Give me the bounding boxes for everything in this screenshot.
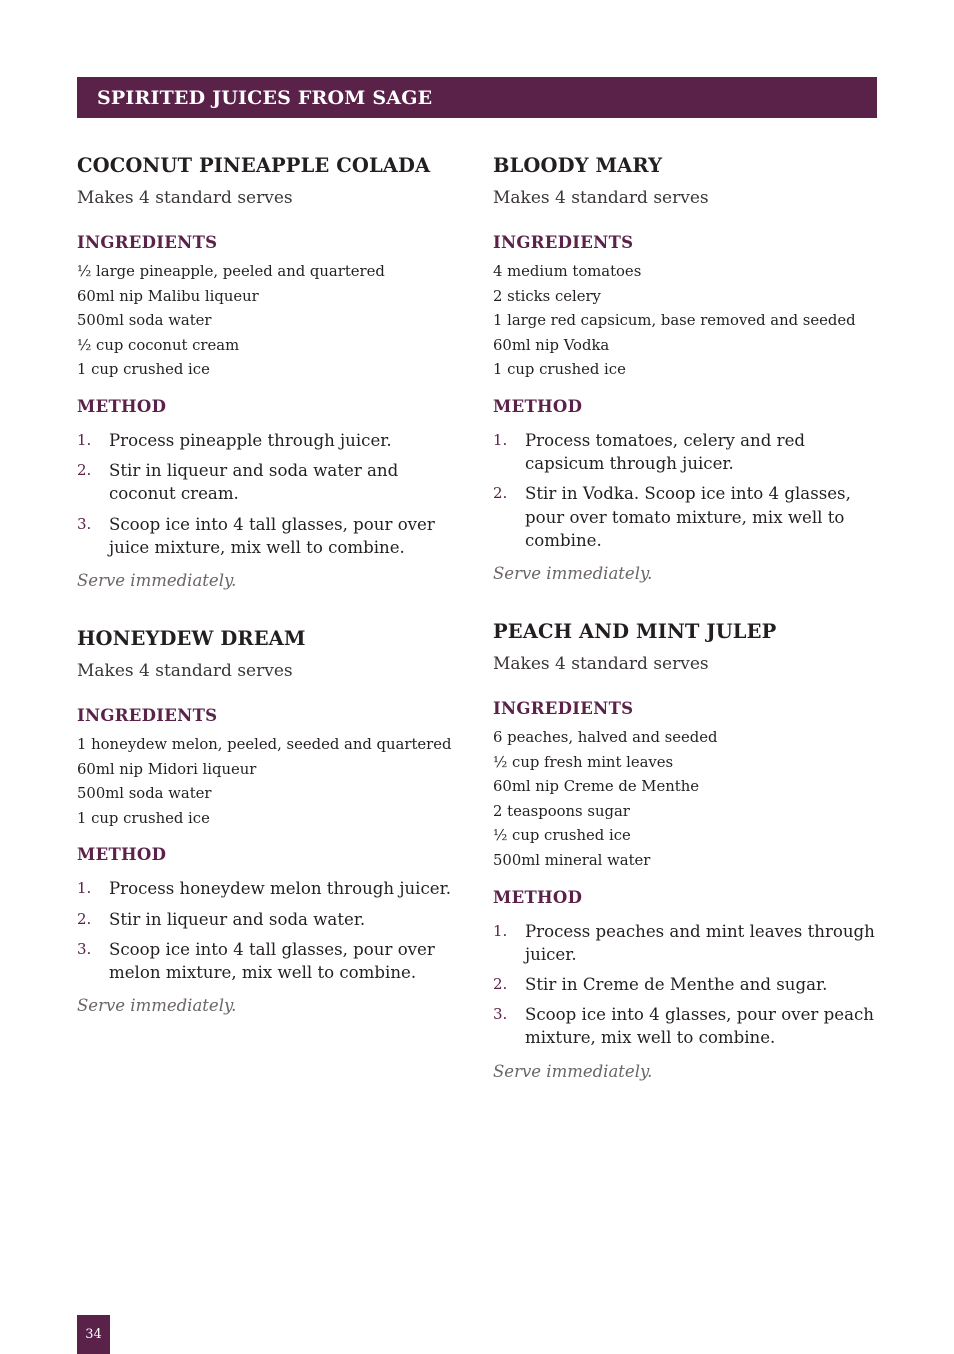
recipe-honeydew-dream [77,625,467,1018]
ingredient-item: 2 teaspoons sugar [493,802,630,820]
recipe-title: HONEYDEW DREAM [77,626,306,650]
method-step [493,1003,883,1049]
serves-count: Makes 4 standard serves [493,653,709,674]
method-list [493,429,883,552]
step-number: 1. [77,430,92,449]
ingredients-heading: INGREDIENTS [493,233,634,252]
ingredients-list [77,260,467,383]
step-number: 2. [77,461,92,480]
method-step [77,908,467,931]
step-number: 2. [493,484,508,503]
ingredients-list [493,260,883,383]
ingredient-item: ½ cup fresh mint leaves [493,753,674,771]
recipe-coconut-pineapple-colada [77,152,467,593]
method-heading: METHOD [77,845,167,865]
left-column [77,152,467,1018]
method-heading: METHOD [77,396,167,416]
serve-note: Serve immediately. [493,563,653,583]
ingredient-item: 1 cup crushed ice [77,361,210,379]
step-number: 3. [77,939,92,958]
method-list [77,429,467,559]
method-list [493,920,883,1050]
right-column [493,152,883,1084]
method-heading: METHOD [493,887,583,907]
step-text: Process pineapple through juicer. [109,430,392,450]
method-step [77,938,467,984]
method-step [493,973,883,996]
serves-count: Makes 4 standard serves [493,188,709,208]
ingredient-item: 500ml mineral water [493,851,651,869]
ingredient-item: 6 peaches, halved and seeded [493,728,718,746]
step-text: Scoop ice into 4 glasses, pour over peach mixture, mix well to combine. [525,1005,874,1048]
step-text: Process honeydew melon through juicer. [109,879,451,899]
step-text: Process peaches and mint leaves through juicer. [525,921,875,964]
section-title: SPIRITED JUICES FROM SAGE [97,86,433,109]
method-step [493,482,883,552]
serve-note: Serve immediately. [77,996,237,1016]
method-step [77,877,467,900]
ingredient-item: ½ cup coconut cream [77,336,240,354]
ingredient-item: 1 cup crushed ice [77,809,210,827]
ingredient-item: ½ large pineapple, peeled and quartered [77,263,385,280]
serve-note: Serve immediately. [77,570,237,590]
ingredient-item: 1 large red capsicum, base removed and seeded [493,312,856,330]
step-text: Scoop ice into 4 tall glasses, pour over melon mixture, mix well to combine. [109,939,435,982]
ingredients-list [493,726,883,874]
ingredient-item: 60ml nip Malibu liqueur [77,287,259,305]
ingredients-heading: INGREDIENTS [493,698,634,718]
ingredient-item: 500ml soda water [77,785,212,803]
serves-count: Makes 4 standard serves [77,188,293,208]
ingredients-heading: INGREDIENTS [77,233,218,252]
ingredient-item: 4 medium tomatoes [493,263,642,280]
ingredient-item: 1 honeydew melon, peeled, seeded and quartered [77,735,452,753]
step-text: Stir in liqueur and soda water. [109,909,366,929]
step-number: 2. [493,974,508,993]
ingredient-item: 60ml nip Midori liqueur [77,760,257,778]
serves-count: Makes 4 standard serves [77,660,293,681]
recipe-title: PEACH AND MINT JULEP [493,619,777,643]
step-text: Stir in liqueur and soda water and coconut cream. [109,461,399,504]
method-step [493,920,883,966]
step-text: Scoop ice into 4 tall glasses, pour over juice mixture, mix well to combine. [109,514,435,557]
serve-note: Serve immediately. [493,1061,653,1081]
ingredient-item: 60ml nip Vodka [493,336,610,354]
recipe-title: BLOODY MARY [493,154,663,177]
ingredient-item: 1 cup crushed ice [493,361,626,379]
recipe-peach-and-mint-julep [493,618,883,1084]
step-text: Stir in Creme de Menthe and sugar. [525,974,828,994]
ingredient-item: ½ cup crushed ice [493,827,631,845]
method-heading: METHOD [493,396,583,416]
method-step [77,459,467,505]
recipe-title: COCONUT PINEAPPLE COLADA [77,154,431,177]
page-number: 34 [77,1315,110,1354]
step-number: 3. [493,1005,508,1024]
ingredient-item: 500ml soda water [77,312,212,330]
ingredients-heading: INGREDIENTS [77,705,218,725]
ingredients-list [77,733,467,831]
ingredient-item: 60ml nip Creme de Menthe [493,778,699,796]
method-list [77,877,467,984]
method-step [493,429,883,475]
step-text: Process tomatoes, celery and red capsicum through juicer. [525,430,806,474]
recipe-bloody-mary [493,152,883,586]
step-number: 3. [77,514,92,533]
step-number: 1. [493,430,508,449]
step-number: 1. [77,879,92,898]
method-step [77,513,467,559]
step-number: 1. [493,921,508,940]
step-text: Stir in Vodka. Scoop ice into 4 glasses, pour over tomato mixture, mix well to combine. [525,484,851,550]
section-banner [77,77,877,118]
method-step [77,429,467,452]
step-number: 2. [77,909,92,928]
ingredient-item: 2 sticks celery [493,287,601,305]
